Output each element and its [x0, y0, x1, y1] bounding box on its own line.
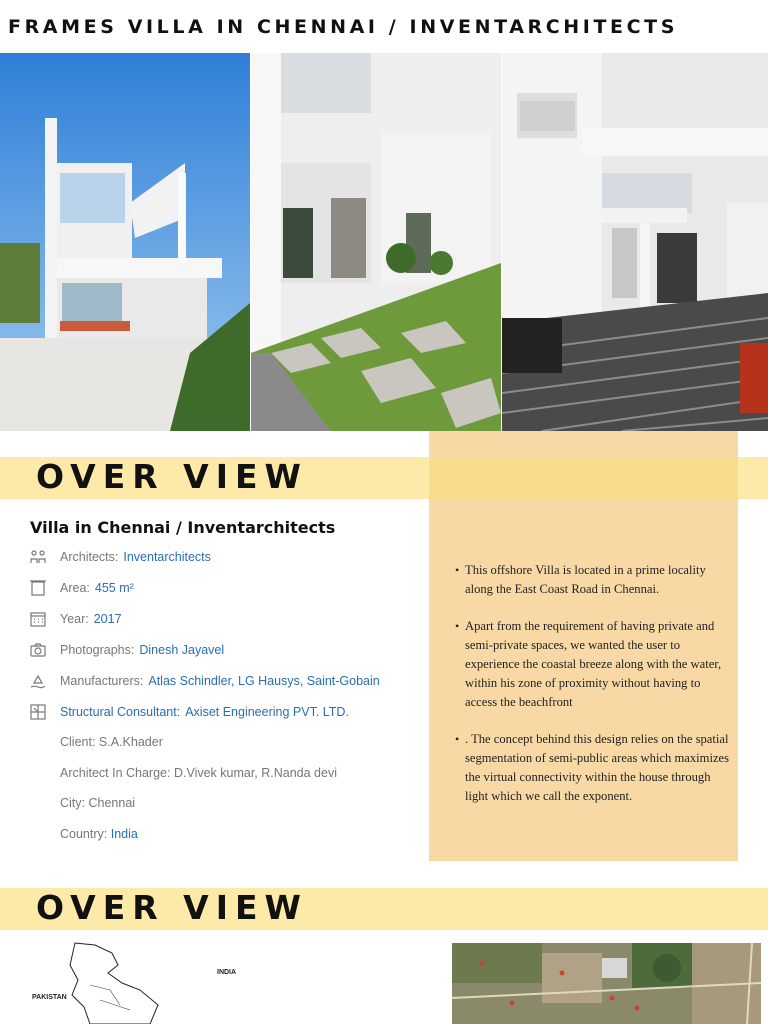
spec-manufacturers: Manufacturers: Atlas Schindler, LG Hausys, Saint-Gobain [28, 671, 380, 691]
structural-consultant-link[interactable]: Axiset Engineering PVT. LTD. [185, 705, 349, 719]
detail-client: Client: S.A.Khader [60, 735, 163, 749]
overview-list [455, 561, 730, 824]
area-icon [28, 578, 48, 598]
architects-icon [28, 547, 48, 567]
spec-photographs: Photographs: Dinesh Jayavel [28, 640, 224, 660]
detail-architect-in-charge: Architect In Charge: D.Vivek kumar, R.Nanda devi [60, 766, 337, 780]
map-label-pakistan: PAKISTAN [32, 994, 67, 1001]
manufacturers-icon [28, 671, 48, 691]
villa-exterior-photo [0, 53, 250, 431]
photographer-link[interactable]: Dinesh Jayavel [139, 643, 225, 657]
spec-area: Area: 455 m² [28, 578, 134, 598]
architects-link[interactable]: Inventarchitects [123, 550, 211, 564]
courtyard-photo [251, 53, 501, 431]
interior-atrium-photo [502, 53, 768, 431]
detail-country: Country: India [60, 827, 138, 841]
project-title: Villa in Chennai / Inventarchitects [30, 518, 336, 537]
panel-band-overlap [429, 457, 738, 499]
satellite-map [452, 943, 761, 1024]
map-label-india: INDIA [217, 969, 237, 976]
camera-icon [28, 640, 48, 660]
year-link[interactable]: 2017 [93, 612, 122, 626]
calendar-icon [28, 609, 48, 629]
country-link[interactable]: India [110, 827, 138, 841]
section-heading: OVER VIEW [36, 457, 308, 496]
spec-year: Year: 2017 [28, 609, 122, 629]
overview-point: • . The concept behind this design relies on the spatial segmentation of semi-public areas which maximizes the virtual connectivity within the house through light which we call the exponent. [455, 732, 730, 803]
spec-structural-consultant: Structural Consultant: Axiset Engineering PVT. LTD. [28, 702, 349, 722]
detail-city: City: Chennai [60, 796, 136, 810]
area-value: 455 m² [94, 581, 134, 595]
manufacturers-link[interactable]: Atlas Schindler, LG Hausys, Saint-Gobain [148, 674, 380, 688]
india-map [0, 935, 300, 1024]
overview-point: • This offshore Villa is located in a prime locality along the East Coast Road in Chennai. [455, 563, 706, 596]
overview-point: • Apart from the requirement of having private and semi-private spaces, we wanted the user to experience the coastal breeze along with the water, within his zone of proximity without having to access the beachfront [455, 619, 722, 709]
spec-architects: Architects: Inventarchitects [28, 547, 211, 567]
section-heading-2: OVER VIEW [36, 888, 308, 927]
page-title: FRAMES VILLA IN CHENNAI / INVENTARCHITECTS [8, 16, 678, 38]
structure-icon [28, 702, 48, 722]
overview-band-2 [0, 888, 768, 930]
